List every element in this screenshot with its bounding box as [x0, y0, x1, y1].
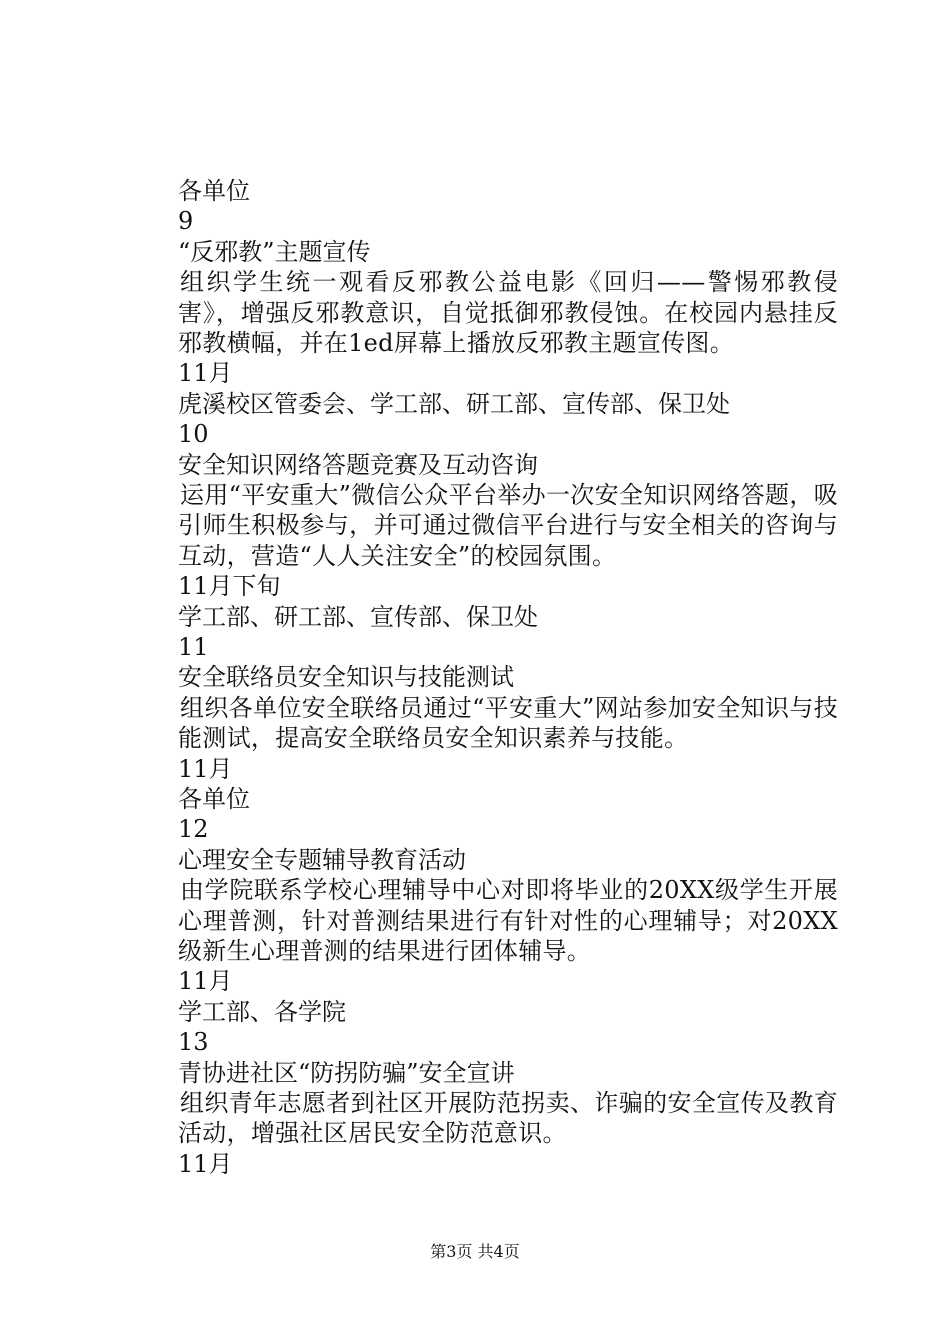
activity-description: 运用“平安重大”微信公众平台举办一次安全知识网络答题，吸引师生积极参与，并可通过微信平台进行与安全相关的咨询与互动，营造“人人关注安全”的校园氛围。 — [178, 480, 838, 570]
item-number: 12 — [178, 815, 209, 844]
item-number: 10 — [178, 420, 209, 449]
document-body — [178, 176, 838, 1179]
activity-title: 安全知识网络答题竞赛及互动咨询 — [178, 450, 538, 479]
responsible-unit: 虎溪校区管委会、学工部、研工部、宣传部、保卫处 — [178, 389, 730, 418]
activity-time: 11月 — [178, 754, 233, 783]
page-number-footer: 第3页 共4页 — [430, 1242, 520, 1261]
item-number: 11 — [178, 632, 209, 661]
activity-title: 心理安全专题辅导教育活动 — [178, 845, 466, 874]
activity-title: 青协进社区“防拐防骗”安全宣讲 — [178, 1058, 515, 1087]
activity-title: 安全联络员安全知识与技能测试 — [178, 663, 514, 692]
activity-title: “反邪教”主题宣传 — [178, 237, 371, 266]
activity-time: 11月下旬 — [178, 572, 281, 601]
responsible-unit: 各单位 — [178, 784, 250, 813]
activity-time: 11月 — [178, 967, 233, 996]
activity-description: 组织青年志愿者到社区开展防范拐卖、诈骗的安全宣传及教育活动，增强社区居民安全防范意识。 — [178, 1088, 838, 1148]
activity-description: 由学院联系学校心理辅导中心对即将毕业的20XX级学生开展心理普测，针对普测结果进行有针对性的心理辅导；对20XX级新生心理普测的结果进行团体辅导。 — [178, 876, 838, 965]
activity-description: 组织各单位安全联络员通过“平安重大”网站参加安全知识与技能测试，提高安全联络员安全知识素养与技能。 — [178, 693, 838, 753]
activity-description: 组织学生统一观看反邪教公益电影《回归——警惕邪教侵害》，增强反邪教意识，自觉抵御邪教侵蚀。在校园内悬挂反邪教横幅，并在1ed屏幕上播放反邪教主题宣传图。 — [178, 268, 838, 357]
activity-time: 11月 — [178, 1149, 233, 1178]
item-number: 9 — [178, 207, 194, 236]
responsible-unit: 学工部、各学院 — [178, 997, 346, 1026]
responsible-unit: 各单位 — [178, 177, 250, 205]
activity-time: 11月 — [178, 359, 233, 388]
item-number: 13 — [178, 1028, 209, 1057]
responsible-unit: 学工部、研工部、宣传部、保卫处 — [178, 602, 538, 631]
